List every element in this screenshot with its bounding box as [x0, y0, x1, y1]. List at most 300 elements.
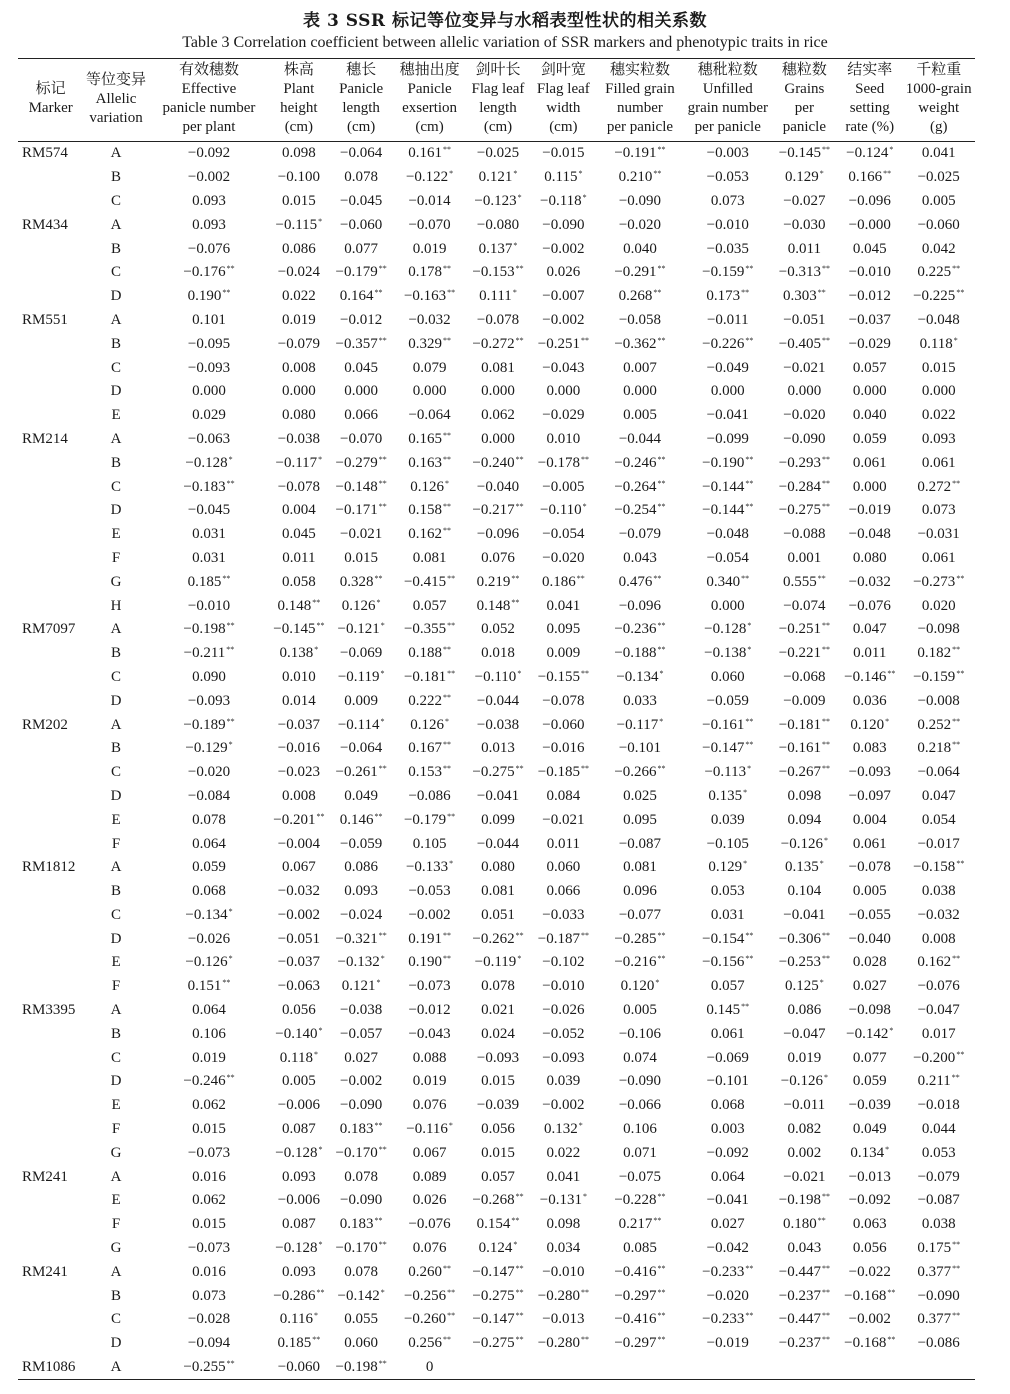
allele-cell: A — [110, 216, 122, 233]
value-cell: −0.060 — [269, 1356, 328, 1380]
value-cell: −0.018 — [917, 1097, 960, 1114]
allele-cell: D — [110, 288, 122, 305]
value-cell: −0.053 — [408, 883, 451, 900]
marker-cell: RM434 — [22, 216, 68, 233]
value-cell: −0.201** — [273, 811, 325, 828]
value-cell: 0.081 — [412, 549, 447, 566]
allele-cell: C — [111, 359, 122, 376]
value-cell: 0.078 — [344, 1168, 379, 1185]
value-cell: −0.073 — [408, 978, 451, 995]
marker-cell — [18, 1189, 83, 1213]
value-cell: −0.181** — [778, 716, 830, 733]
allele-cell: H — [110, 597, 122, 614]
column-header-en: Flag leaf — [536, 81, 590, 97]
value-cell: −0.093 — [848, 764, 891, 781]
marker-cell — [18, 1046, 83, 1070]
column-header-cn: 有效穗数 — [178, 62, 239, 78]
value-cell: −0.105 — [706, 835, 749, 852]
value-cell: −0.123* — [474, 192, 522, 209]
value-cell: −0.176** — [183, 264, 235, 281]
column-header-cn: 标记 — [35, 81, 66, 97]
value-cell: −0.002 — [408, 906, 451, 923]
value-cell — [902, 1356, 975, 1380]
value-cell: −0.025 — [476, 145, 520, 162]
allele-cell: D — [110, 787, 122, 804]
table-row — [18, 1118, 975, 1142]
value-cell: 0.054 — [921, 811, 956, 828]
value-cell: 0.039 — [546, 1073, 581, 1090]
value-cell: 0.015 — [481, 1144, 515, 1161]
value-cell: 0.106 — [623, 1121, 657, 1138]
value-cell: 0.028 — [852, 954, 887, 971]
value-cell: −0.119* — [337, 668, 385, 685]
value-cell: −0.010 — [187, 597, 231, 614]
allele-cell: C — [111, 478, 122, 495]
value-cell: 0.029 — [192, 407, 226, 424]
value-cell: 0.074 — [623, 1049, 657, 1066]
table-row — [18, 309, 975, 333]
value-cell: 0.148** — [476, 597, 520, 614]
value-cell: −0.037 — [848, 311, 891, 328]
value-cell: −0.187** — [537, 930, 589, 947]
value-cell: −0.126* — [780, 835, 828, 852]
value-cell: 0.185** — [277, 1335, 321, 1352]
value-cell: 0.009 — [546, 645, 581, 662]
marker-cell — [18, 547, 83, 571]
allele-cell: C — [111, 192, 122, 209]
value-cell: −0.090 — [618, 1073, 662, 1090]
value-cell: 0.162** — [917, 954, 961, 971]
value-cell: 0.000 — [546, 383, 581, 400]
value-cell: 0.073 — [192, 1287, 226, 1304]
column-header — [18, 59, 83, 142]
value-cell: −0.032 — [408, 311, 451, 328]
value-cell: 0.120* — [850, 716, 890, 733]
column-header-en: rate (%) — [845, 119, 895, 135]
value-cell: −0.148** — [335, 478, 387, 495]
value-cell: −0.128* — [275, 1144, 323, 1161]
value-cell: 0.002 — [787, 1144, 822, 1161]
value-cell: −0.054 — [542, 526, 585, 543]
value-cell: 0.059 — [192, 859, 226, 876]
value-cell: −0.240** — [472, 454, 524, 471]
value-cell: −0.093 — [476, 1049, 520, 1066]
value-cell: 0.057 — [412, 597, 447, 614]
value-cell: 0.000 — [710, 383, 745, 400]
value-cell: 0.005 — [852, 883, 887, 900]
value-cell: −0.117* — [616, 716, 664, 733]
table-row — [18, 808, 975, 832]
table-row — [18, 213, 975, 237]
column-header-en: Unfilled — [702, 81, 753, 97]
allele-cell: D — [110, 383, 122, 400]
marker-cell — [18, 832, 83, 856]
value-cell: −0.297** — [614, 1335, 666, 1352]
value-cell: −0.041 — [476, 787, 520, 804]
table-row — [18, 666, 975, 690]
value-cell: 0.377** — [917, 1311, 961, 1328]
table-row — [18, 1046, 975, 1070]
allele-cell: G — [110, 573, 122, 590]
marker-cell — [18, 261, 83, 285]
value-cell: −0.237** — [778, 1335, 830, 1352]
column-header — [684, 59, 772, 142]
value-cell: −0.093 — [542, 1049, 585, 1066]
value-cell: 0.000 — [710, 597, 745, 614]
column-header-cn: 结实率 — [847, 62, 893, 78]
value-cell: 0.062 — [481, 407, 515, 424]
column-header-en: (cm) — [284, 119, 314, 135]
marker-cell: RM574 — [22, 145, 68, 162]
value-cell: 0.003 — [710, 1121, 745, 1138]
value-cell: 0.016 — [192, 1168, 226, 1185]
value-cell: −0.181** — [403, 668, 456, 685]
value-cell: −0.011 — [706, 311, 749, 328]
column-header-en: number — [617, 100, 663, 116]
value-cell: 0.025 — [623, 787, 657, 804]
value-cell: −0.012 — [848, 288, 891, 305]
value-cell: −0.142* — [846, 1025, 894, 1042]
value-cell: 0.000 — [281, 383, 316, 400]
marker-cell — [18, 951, 83, 975]
value-cell: −0.179** — [335, 264, 387, 281]
value-cell: 0.007 — [623, 359, 657, 376]
value-cell: −0.264** — [614, 478, 666, 495]
marker-cell — [18, 1237, 83, 1261]
table-row — [18, 1332, 975, 1356]
value-cell: −0.027 — [783, 192, 826, 209]
value-cell: 0.071 — [623, 1144, 657, 1161]
marker-cell — [18, 166, 83, 190]
value-cell: 0.166** — [848, 169, 892, 186]
value-cell: 0.095 — [546, 621, 581, 638]
value-cell: −0.124* — [846, 145, 894, 162]
value-cell: −0.052 — [542, 1025, 585, 1042]
value-cell: −0.029 — [848, 335, 891, 352]
value-cell: −0.097 — [848, 787, 891, 804]
value-cell: 0.078 — [344, 1263, 379, 1280]
value-cell: −0.010 — [542, 978, 585, 995]
value-cell: 0.182** — [917, 645, 961, 662]
value-cell: 0.555** — [782, 573, 826, 590]
allele-cell: B — [111, 240, 122, 257]
table-row — [18, 927, 975, 951]
value-cell: −0.285** — [614, 930, 666, 947]
value-cell: 0.076 — [412, 1240, 447, 1257]
column-header — [149, 59, 270, 142]
value-cell: −0.116* — [406, 1121, 453, 1138]
value-cell: −0.068 — [783, 668, 826, 685]
column-header-cn: 剑叶宽 — [540, 62, 586, 78]
allele-cell: C — [111, 764, 122, 781]
value-cell: −0.057 — [340, 1025, 383, 1042]
value-cell: 0.057 — [481, 1168, 515, 1185]
value-cell: 0.178** — [408, 264, 451, 281]
column-header-en: weight — [918, 100, 960, 116]
value-cell: 0.013 — [481, 740, 515, 757]
marker-cell: RM214 — [22, 430, 68, 447]
value-cell: −0.447** — [778, 1263, 830, 1280]
value-cell: −0.028 — [187, 1311, 231, 1328]
value-cell: −0.146** — [844, 668, 896, 685]
value-cell: −0.043 — [408, 1025, 451, 1042]
value-cell: −0.362** — [614, 335, 666, 352]
value-cell: 0.000 — [852, 478, 887, 495]
value-cell: 0.161** — [408, 145, 451, 162]
value-cell: −0.415** — [403, 573, 456, 590]
value-cell: −0.054 — [706, 549, 749, 566]
value-cell: −0.060 — [917, 216, 960, 233]
allele-cell: E — [111, 407, 121, 424]
value-cell: 0.077 — [852, 1049, 887, 1066]
value-cell: −0.131* — [539, 1192, 587, 1209]
column-header-en: variation — [89, 109, 143, 126]
value-cell: −0.026 — [187, 930, 231, 947]
value-cell: −0.002 — [187, 169, 231, 186]
value-cell: 0.064 — [710, 1168, 745, 1185]
value-cell: 0.093 — [921, 430, 956, 447]
value-cell: −0.048 — [917, 311, 960, 328]
value-cell: −0.032 — [848, 573, 891, 590]
value-cell: −0.029 — [542, 407, 585, 424]
value-cell: 0.005 — [623, 1002, 657, 1019]
value-cell: 0.211** — [917, 1073, 960, 1090]
value-cell: 0.011 — [546, 835, 580, 852]
column-header-en: grain number — [687, 100, 768, 116]
value-cell: −0.155** — [537, 668, 589, 685]
value-cell: 0.126* — [410, 478, 449, 495]
value-cell: −0.035 — [706, 240, 749, 257]
value-cell: 0.000 — [921, 383, 956, 400]
column-header — [902, 59, 975, 142]
value-cell: 0.020 — [921, 597, 956, 614]
value-cell: 0.153** — [408, 764, 451, 781]
value-cell: −0.119* — [474, 954, 522, 971]
marker-cell — [18, 190, 83, 214]
value-cell: −0.297** — [614, 1287, 666, 1304]
allele-cell: E — [111, 526, 121, 543]
value-cell: 0.093 — [281, 1263, 316, 1280]
value-cell: 0.044 — [921, 1121, 956, 1138]
table-row — [18, 356, 975, 380]
table-row — [18, 689, 975, 713]
value-cell: 0.026 — [546, 264, 581, 281]
value-cell: 0.005 — [623, 407, 657, 424]
table-row — [18, 999, 975, 1023]
table-row — [18, 332, 975, 356]
value-cell: −0.016 — [277, 740, 320, 757]
value-cell: 0.175** — [917, 1240, 961, 1257]
column-header-en: per panicle — [606, 119, 674, 135]
table-row — [18, 1308, 975, 1332]
marker-cell — [18, 1022, 83, 1046]
value-cell: 0.064 — [192, 835, 226, 852]
value-cell: −0.236** — [614, 621, 666, 638]
value-cell: 0.268** — [618, 288, 662, 305]
value-cell: 0.137* — [478, 240, 518, 257]
value-cell: −0.275** — [778, 502, 830, 519]
value-cell: −0.044 — [618, 430, 662, 447]
value-cell: 0.022 — [921, 407, 956, 424]
value-cell: −0.233** — [702, 1311, 754, 1328]
value-cell: −0.101 — [618, 740, 662, 757]
value-cell: 0.022 — [281, 288, 316, 305]
value-cell: 0.000 — [787, 383, 822, 400]
marker-cell: RM1086 — [18, 1356, 83, 1380]
value-cell: −0.096 — [848, 192, 891, 209]
marker-cell — [18, 237, 83, 261]
value-cell: 0.190** — [187, 288, 231, 305]
value-cell: −0.075 — [618, 1168, 662, 1185]
value-cell: 0.081 — [481, 883, 515, 900]
value-cell: 0.015 — [921, 359, 956, 376]
value-cell: 0.000 — [412, 383, 447, 400]
value-cell: −0.020 — [187, 764, 231, 781]
value-cell: 0.116* — [279, 1311, 318, 1328]
column-header-cn: 等位变异 — [86, 71, 147, 88]
value-cell: 0.377** — [917, 1263, 961, 1280]
column-header-en: length — [342, 100, 380, 116]
value-cell: 0.090 — [192, 668, 226, 685]
table-row — [18, 1213, 975, 1237]
marker-cell — [18, 475, 83, 499]
value-cell: −0.117* — [275, 454, 323, 471]
value-cell: 0.272** — [917, 478, 961, 495]
value-cell: 0.222** — [408, 692, 451, 709]
value-cell: 0.328** — [339, 573, 383, 590]
value-cell: 0.066 — [546, 883, 581, 900]
value-cell: −0.060 — [340, 216, 383, 233]
value-cell: 0.476** — [618, 573, 662, 590]
value-cell: −0.100 — [277, 169, 320, 186]
value-cell: 0.093 — [281, 1168, 316, 1185]
value-cell: 0.045 — [344, 359, 379, 376]
value-cell: −0.058 — [618, 311, 662, 328]
value-cell: −0.198** — [778, 1192, 830, 1209]
value-cell: 0.059 — [852, 1073, 887, 1090]
column-header — [531, 59, 596, 142]
table-title-cn: 表 3 SSR 标记等位变异与水稻表型性状的相关系数 — [303, 11, 707, 31]
value-cell: 0.049 — [344, 787, 379, 804]
value-cell: −0.217** — [472, 502, 524, 519]
value-cell: −0.153** — [472, 264, 524, 281]
allele-cell: F — [111, 978, 121, 995]
value-cell: −0.168** — [844, 1287, 896, 1304]
value-cell: −0.191** — [614, 145, 666, 162]
value-cell: −0.154** — [702, 930, 754, 947]
value-cell: −0.006 — [277, 1097, 320, 1114]
value-cell — [837, 1356, 902, 1380]
value-cell: −0.096 — [618, 597, 662, 614]
value-cell: −0.447** — [778, 1311, 830, 1328]
marker-cell — [18, 1118, 83, 1142]
column-header-cn: 千粒重 — [916, 62, 962, 78]
marker-cell — [18, 404, 83, 428]
column-header-en: Flag leaf — [471, 81, 525, 97]
value-cell: −0.147** — [472, 1263, 524, 1280]
value-cell: 0.011 — [853, 645, 887, 662]
value-cell: −0.026 — [542, 1002, 585, 1019]
value-cell: −0.013 — [848, 1168, 891, 1185]
allele-cell: C — [111, 1049, 122, 1066]
value-cell: −0.053 — [706, 169, 749, 186]
value-cell: −0.255** — [149, 1356, 270, 1380]
value-cell: −0.145** — [273, 621, 325, 638]
value-cell: 0.132* — [543, 1121, 583, 1138]
value-cell: −0.090 — [917, 1287, 960, 1304]
value-cell: 0.115* — [544, 169, 583, 186]
value-cell: −0.002 — [277, 906, 320, 923]
value-cell: 0.047 — [921, 787, 956, 804]
value-cell: −0.020 — [706, 1287, 749, 1304]
allele-cell: A — [110, 430, 122, 447]
value-cell: −0.198** — [328, 1356, 393, 1380]
allele-cell: E — [111, 811, 121, 828]
value-cell: 0.093 — [344, 883, 379, 900]
value-cell: −0.129* — [185, 740, 233, 757]
value-cell: 0.063 — [852, 1216, 887, 1233]
table-row — [18, 832, 975, 856]
table-row — [18, 451, 975, 475]
value-cell: −0.055 — [848, 906, 891, 923]
marker-cell: RM202 — [22, 716, 68, 733]
column-header-en: (g) — [929, 119, 948, 135]
value-cell: −0.064 — [340, 740, 383, 757]
value-cell: 0.040 — [852, 407, 887, 424]
column-header-en: Panicle — [339, 81, 384, 97]
value-cell: −0.000 — [848, 216, 891, 233]
marker-cell: RM3395 — [22, 1002, 76, 1019]
value-cell: −0.044 — [476, 835, 520, 852]
column-header — [269, 59, 328, 142]
value-cell: 0.098 — [281, 145, 316, 162]
allele-cell: F — [111, 549, 121, 566]
value-cell: 0.154** — [476, 1216, 520, 1233]
value-cell: −0.038 — [277, 430, 320, 447]
value-cell: 0.008 — [281, 787, 316, 804]
allele-cell: D — [110, 502, 122, 519]
value-cell: 0.064 — [192, 1002, 226, 1019]
table-row — [18, 785, 975, 809]
value-cell: 0.089 — [412, 1168, 447, 1185]
value-cell: −0.033 — [542, 906, 585, 923]
table-row — [18, 261, 975, 285]
table-body — [18, 142, 975, 1380]
value-cell: 0.041 — [546, 1168, 581, 1185]
value-cell: 0.045 — [281, 526, 316, 543]
value-cell: −0.006 — [277, 1192, 320, 1209]
value-cell: −0.279** — [335, 454, 387, 471]
marker-cell — [18, 1308, 83, 1332]
value-cell: 0.151** — [187, 978, 231, 995]
value-cell: 0.033 — [623, 692, 657, 709]
value-cell: −0.416** — [614, 1311, 666, 1328]
value-cell: 0.078 — [192, 811, 226, 828]
value-cell: −0.008 — [917, 692, 960, 709]
value-cell: −0.313** — [778, 264, 830, 281]
column-header-en: (cm) — [483, 119, 513, 135]
value-cell: 0.078 — [344, 169, 379, 186]
value-cell: −0.159** — [702, 264, 754, 281]
value-cell: 0.185** — [187, 573, 231, 590]
column-header-en: height — [280, 100, 318, 116]
value-cell: 0.093 — [192, 192, 226, 209]
value-cell: 0.052 — [481, 621, 515, 638]
value-cell: −0.092 — [848, 1192, 891, 1209]
value-cell: 0.026 — [412, 1192, 447, 1209]
table-row — [18, 1237, 975, 1261]
allele-cell: A — [110, 311, 122, 328]
